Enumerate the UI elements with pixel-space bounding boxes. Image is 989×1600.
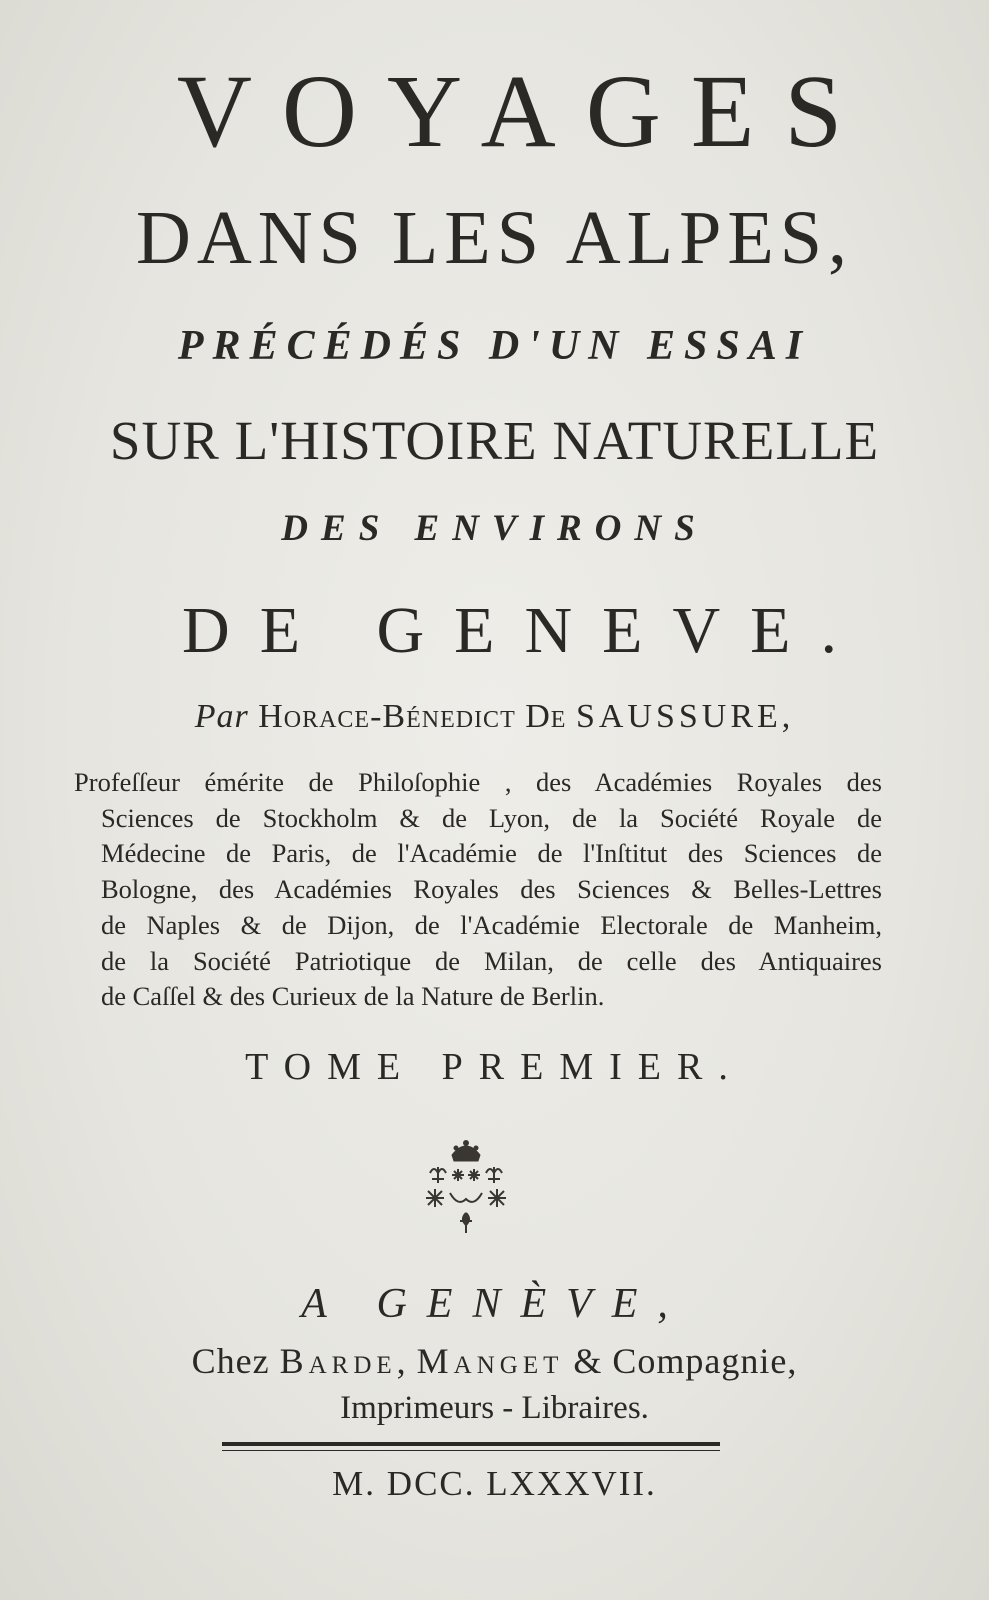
author-par: Par [194,698,249,735]
subtitle-line-1: DANS LES ALPES, [135,196,854,280]
author-credentials [74,765,882,1015]
author-line [0,700,989,734]
publisher-chez: Chez [191,1341,270,1381]
credentials-line: Médecine de Paris, de l'Académie de l'Inſtitut des Sciences de [101,838,882,869]
subtitle-line-3: SUR L'HISTOIRE NATURELLE [109,410,880,471]
publisher-name-2: Manget [416,1341,564,1381]
author-name: Horace-Bénedict [258,698,516,735]
credentials-line: Sciences de Stockholm & de Lyon, de la Société Royale de [101,802,882,833]
book-title: VOYAGES [176,54,873,169]
credentials-line: Profeſſeur émérite de Philoſophie , des Académies Royales des [74,767,882,797]
author-surname: SAUSSURE, [575,698,795,735]
subtitle-line-5: DE GENEVE. [182,594,867,667]
printers-line: Imprimeurs - Libraires. [340,1390,649,1426]
crown-fleur-de-lis-ornament-icon [420,1135,512,1235]
subtitle-line-4: DES ENVIRONS [281,508,708,549]
credentials-line: de Caſſel & des Curieux de la Nature de Berlin. [101,981,605,1012]
credentials-line: Bologne, des Académies Royales des Sciences & Belles-Lettres [101,874,882,905]
publisher-separator: , [396,1341,407,1381]
publisher-line [0,1343,989,1379]
publisher-rest: & Compagnie, [573,1341,798,1381]
credentials-line: de Naples & de Dijon, de l'Académie Electorale de Manheim, [101,909,882,940]
author-prefix: De [525,698,567,735]
place-of-publication: A GENÈVE, [301,1281,688,1327]
publisher-name-1: Barde [279,1341,397,1381]
credentials-line: de la Société Patriotique de Milan, de celle des Antiquaires [101,945,882,976]
volume-label: TOME PREMIER. [245,1046,744,1088]
publication-year: M. DCC. LXXXVII. [332,1464,657,1503]
double-rule-divider [222,1442,720,1451]
subtitle-line-2: PRÉCÉDÉS D'UN ESSAI [177,323,812,369]
